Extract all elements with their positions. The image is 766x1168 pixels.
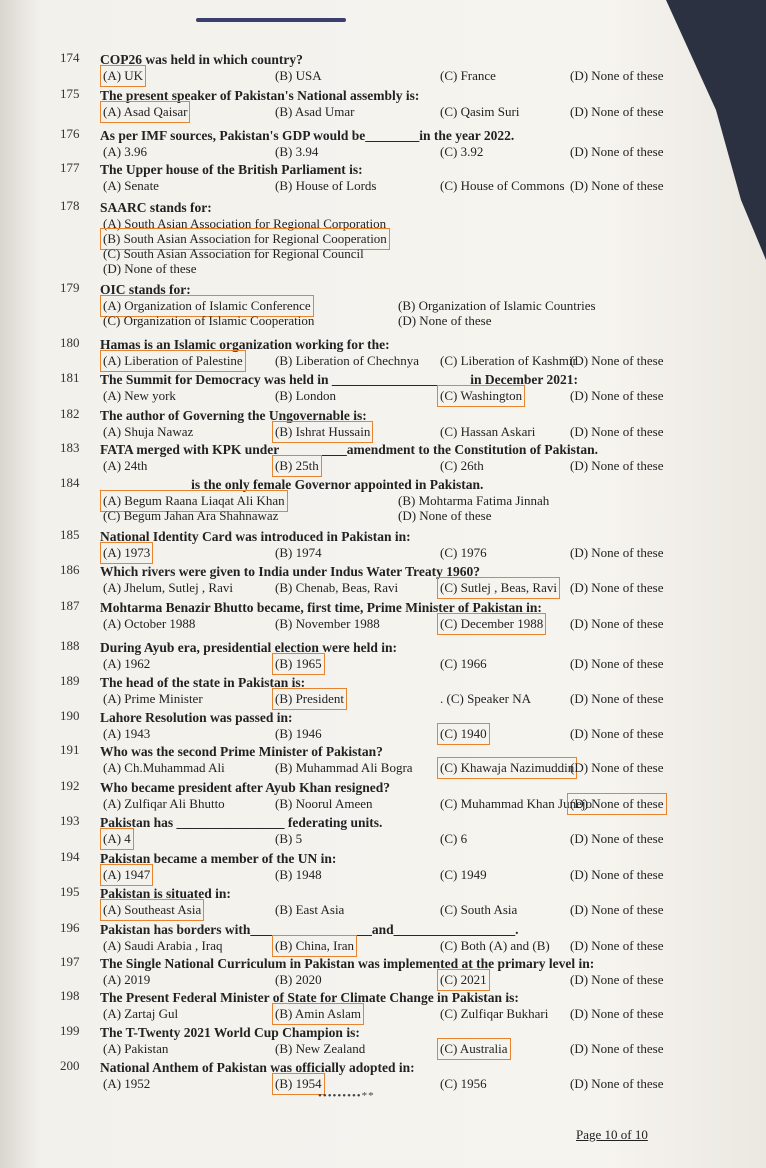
question-stem: Pakistan has borders with__________________and__________________. bbox=[100, 922, 519, 937]
question-stem: Lahore Resolution was passed in: bbox=[100, 710, 293, 725]
option-b-marked[interactable]: (B) Ishrat Hussain bbox=[275, 424, 371, 439]
option-b[interactable]: (B) Muhammad Ali Bogra bbox=[275, 760, 413, 775]
option-d[interactable]: (D) None of these bbox=[570, 616, 664, 631]
question-stem: The author of Governing the Ungovernable is: bbox=[100, 408, 367, 423]
question-stem: FATA merged with KPK under__________amendment to the Constitution of Pakistan. bbox=[100, 442, 598, 457]
option-a-marked[interactable]: (A) 4 bbox=[103, 831, 131, 846]
option-c[interactable]: (C) Both (A) and (B) bbox=[440, 938, 550, 953]
option-d[interactable]: (D) None of these bbox=[570, 178, 664, 193]
question-number: 174 bbox=[60, 50, 80, 65]
option-b[interactable]: (B) 1974 bbox=[275, 545, 322, 560]
option-c[interactable]: (C) 1976 bbox=[440, 545, 487, 560]
question-stem: Who became president after Ayub Khan resigned? bbox=[100, 780, 391, 795]
option-c[interactable]: (C) 26th bbox=[440, 458, 484, 473]
option-a[interactable]: (A) Saudi Arabia , Iraq bbox=[103, 938, 223, 953]
option-c-marked[interactable]: (C) 2021 bbox=[440, 972, 487, 987]
option-c-marked[interactable]: (C) December 1988 bbox=[440, 616, 544, 631]
option-b[interactable]: (B) Mohtarma Fatima Jinnah bbox=[398, 493, 550, 508]
question-stem: Mohtarma Benazir Bhutto became, first time, Prime Minister of Pakistan in: bbox=[100, 600, 542, 615]
option-c[interactable]: (C) 6 bbox=[440, 831, 468, 846]
question-stem: Pakistan became a member of the UN in: bbox=[100, 851, 337, 866]
question-number: 185 bbox=[60, 527, 80, 542]
question-stem: Hamas is an Islamic organization working for the: bbox=[100, 337, 390, 352]
question-number: 178 bbox=[60, 198, 80, 213]
option-d[interactable]: (D) None of these bbox=[570, 104, 664, 119]
option-d[interactable]: (D) None of these bbox=[570, 1041, 664, 1056]
option-a[interactable]: (A) Zulfiqar Ali Bhutto bbox=[103, 796, 225, 811]
question-number: 198 bbox=[60, 988, 80, 1003]
question-number: 199 bbox=[60, 1023, 80, 1038]
question-stem: _____________ is the only female Governor appointed in Pakistan. bbox=[100, 477, 484, 492]
option-c[interactable]: (C) France bbox=[440, 68, 496, 83]
question-number: 188 bbox=[60, 638, 80, 653]
option-a-marked[interactable]: (A) Begum Raana Liaqat Ali Khan bbox=[103, 493, 285, 508]
option-a-marked[interactable]: (A) Asad Qaisar bbox=[103, 104, 188, 119]
question-stem: The Summit for Democracy was held in ____________________ in December 2021: bbox=[100, 372, 578, 387]
dotted-mark: •••••••••** bbox=[318, 1090, 375, 1102]
option-a[interactable]: (A) Zartaj Gul bbox=[103, 1006, 179, 1021]
option-b-marked[interactable]: (B) Amin Aslam bbox=[275, 1006, 361, 1021]
option-c[interactable]: (C) Hassan Askari bbox=[440, 424, 536, 439]
question-number: 191 bbox=[60, 742, 80, 757]
option-a[interactable]: (A) New york bbox=[103, 388, 176, 403]
option-b[interactable]: (B) East Asia bbox=[275, 902, 345, 917]
option-a[interactable]: (A) Shuja Nawaz bbox=[103, 424, 194, 439]
option-a-marked[interactable]: (A) Liberation of Palestine bbox=[103, 353, 243, 368]
option-d[interactable]: (D) None of these bbox=[570, 353, 664, 368]
option-b-marked[interactable]: (B) 25th bbox=[275, 458, 319, 473]
question-number: 197 bbox=[60, 954, 80, 969]
option-c[interactable]: (C) South Asian Association for Regional Council bbox=[103, 246, 364, 261]
option-a[interactable]: (A) Prime Minister bbox=[103, 691, 203, 706]
page-number: Page 10 of 10 bbox=[576, 1127, 648, 1142]
option-b-marked[interactable]: (B) China, Iran bbox=[275, 938, 355, 953]
option-d[interactable]: (D) None of these bbox=[570, 388, 664, 403]
question-stem: Who was the second Prime Minister of Pakistan? bbox=[100, 744, 383, 759]
option-a[interactable]: (A) 24th bbox=[103, 458, 148, 473]
option-c[interactable]: (C) Zulfiqar Bukhari bbox=[440, 1006, 549, 1021]
question-stem: Pakistan is situated in: bbox=[100, 886, 231, 901]
option-d[interactable]: (D) None of these bbox=[570, 545, 664, 560]
option-a[interactable]: (A) Jhelum, Sutlej , Ravi bbox=[103, 580, 233, 595]
question-stem: The T-Twenty 2021 World Cup Champion is: bbox=[100, 1025, 360, 1040]
option-a[interactable]: (A) South Asian Association for Regional Corporation bbox=[103, 216, 387, 231]
question-stem: The Present Federal Minister of State for Climate Change in Pakistan is: bbox=[100, 990, 519, 1005]
option-b[interactable]: (B) 1948 bbox=[275, 867, 322, 882]
question-number: 195 bbox=[60, 884, 80, 899]
option-b[interactable]: (B) House of Lords bbox=[275, 178, 377, 193]
question-stem: As per IMF sources, Pakistan's GDP would be________in the year 2022. bbox=[100, 128, 515, 143]
question-number: 180 bbox=[60, 335, 80, 350]
option-a-marked[interactable]: (A) 1947 bbox=[103, 867, 151, 882]
question-stem: The Single National Curriculum in Pakistan was implemented at the primary level in: bbox=[100, 956, 595, 971]
option-a-marked[interactable]: (A) Southeast Asia bbox=[103, 902, 202, 917]
question-stem: OIC stands for: bbox=[100, 282, 191, 297]
option-c-marked[interactable]: (C) 1940 bbox=[440, 726, 487, 741]
option-d[interactable]: (D) None of these bbox=[570, 938, 664, 953]
option-d[interactable]: (D) None of these bbox=[103, 261, 197, 276]
question-stem: National Anthem of Pakistan was officially adopted in: bbox=[100, 1060, 415, 1075]
option-a[interactable]: (A) Pakistan bbox=[103, 1041, 169, 1056]
option-b-marked[interactable]: (B) 1965 bbox=[275, 656, 322, 671]
question-number: 184 bbox=[60, 475, 80, 490]
option-c[interactable]: (C) 1966 bbox=[440, 656, 487, 671]
question-stem: Pakistan has ________________ federating units. bbox=[100, 815, 383, 830]
question-number: 186 bbox=[60, 562, 80, 577]
option-a[interactable]: (A) 1943 bbox=[103, 726, 151, 741]
option-a[interactable]: (A) 3.96 bbox=[103, 144, 148, 159]
option-c[interactable]: (C) 3.92 bbox=[440, 144, 484, 159]
option-d[interactable]: (D) None of these bbox=[570, 144, 664, 159]
option-d[interactable]: (D) None of these bbox=[570, 424, 664, 439]
option-c[interactable]: (C) Organization of Islamic Cooperation bbox=[103, 313, 315, 328]
option-b[interactable]: (B) 5 bbox=[275, 831, 303, 846]
option-b[interactable]: (B) Chenab, Beas, Ravi bbox=[275, 580, 399, 595]
option-c[interactable]: (C) Muhammad Khan Junejo bbox=[440, 796, 593, 811]
option-b[interactable]: (B) Noorul Ameen bbox=[275, 796, 373, 811]
question-number: 193 bbox=[60, 813, 80, 828]
question-stem: The present speaker of Pakistan's National assembly is: bbox=[100, 88, 420, 103]
question-number: 182 bbox=[60, 406, 80, 421]
option-c[interactable]: (C) 1949 bbox=[440, 867, 487, 882]
question-stem: The head of the state in Pakistan is: bbox=[100, 675, 306, 690]
option-b-marked[interactable]: (B) 1954 bbox=[275, 1076, 322, 1091]
option-c[interactable]: (C) Begum Jahan Ara Shahnawaz bbox=[103, 508, 279, 523]
question-number: 194 bbox=[60, 849, 80, 864]
option-d[interactable]: (D) None of these bbox=[570, 691, 664, 706]
question-number: 179 bbox=[60, 280, 80, 295]
question-number: 200 bbox=[60, 1058, 80, 1073]
option-d[interactable]: (D) None of these bbox=[570, 580, 664, 595]
option-c-marked[interactable]: (C) Washington bbox=[440, 388, 523, 403]
option-b-marked[interactable]: (B) South Asian Association for Regional Cooperation bbox=[103, 231, 387, 246]
question-stem: National Identity Card was introduced in Pakistan in: bbox=[100, 529, 411, 544]
option-b[interactable]: (B) Liberation of Chechnya bbox=[275, 353, 420, 368]
question-number: 176 bbox=[60, 126, 80, 141]
option-c[interactable]: (C) Liberation of Kashmir bbox=[440, 353, 577, 368]
option-a[interactable]: (A) 1962 bbox=[103, 656, 151, 671]
option-c[interactable]: (C) House of Commons bbox=[440, 178, 565, 193]
option-b[interactable]: (B) 3.94 bbox=[275, 144, 319, 159]
option-b[interactable]: (B) USA bbox=[275, 68, 322, 83]
question-number: 187 bbox=[60, 598, 80, 613]
option-d[interactable]: (D) None of these bbox=[570, 760, 664, 775]
option-b[interactable]: (B) 1946 bbox=[275, 726, 322, 741]
question-stem: Which rivers were given to India under Indus Water Treaty 1960? bbox=[100, 564, 481, 579]
question-number: 192 bbox=[60, 778, 80, 793]
dark-corner-shadow bbox=[646, 0, 766, 260]
option-c-marked[interactable]: (C) Australia bbox=[440, 1041, 508, 1056]
question-stem: COP26 was held in which country? bbox=[100, 52, 303, 67]
option-d[interactable]: (D) None of these bbox=[570, 726, 664, 741]
option-d[interactable]: (D) None of these bbox=[570, 458, 664, 473]
option-d[interactable]: (D) None of these bbox=[570, 972, 664, 987]
question-number: 196 bbox=[60, 920, 80, 935]
option-c[interactable]: . (C) Speaker NA bbox=[440, 691, 531, 706]
question-number: 177 bbox=[60, 160, 80, 175]
option-a-marked[interactable]: (A) 1973 bbox=[103, 545, 151, 560]
option-d-marked[interactable]: (D) None of these bbox=[570, 796, 664, 811]
option-a[interactable]: (A) October 1988 bbox=[103, 616, 196, 631]
option-d[interactable]: (D) None of these bbox=[570, 656, 664, 671]
question-stem: During Ayub era, presidential election were held in: bbox=[100, 640, 397, 655]
option-d[interactable]: (D) None of these bbox=[570, 831, 664, 846]
option-a[interactable]: (A) 2019 bbox=[103, 972, 151, 987]
option-a-marked[interactable]: (A) Organization of Islamic Conference bbox=[103, 298, 311, 313]
option-b[interactable]: (B) Organization of Islamic Countries bbox=[398, 298, 596, 313]
option-d[interactable]: (D) None of these bbox=[570, 1006, 664, 1021]
option-b-marked[interactable]: (B) President bbox=[275, 691, 344, 706]
question-stem: The Upper house of the British Parliament is: bbox=[100, 162, 363, 177]
option-d[interactable]: (D) None of these bbox=[398, 313, 492, 328]
option-b[interactable]: (B) November 1988 bbox=[275, 616, 380, 631]
option-b[interactable]: (B) London bbox=[275, 388, 337, 403]
option-d[interactable]: (D) None of these bbox=[570, 902, 664, 917]
question-number: 181 bbox=[60, 370, 80, 385]
option-a-marked[interactable]: (A) UK bbox=[103, 68, 144, 83]
option-c-marked[interactable]: (C) Sutlej , Beas, Ravi bbox=[440, 580, 557, 595]
question-number: 189 bbox=[60, 673, 80, 688]
option-d[interactable]: (D) None of these bbox=[398, 508, 492, 523]
option-d[interactable]: (D) None of these bbox=[570, 68, 664, 83]
option-a[interactable]: (A) Senate bbox=[103, 178, 159, 193]
question-number: 175 bbox=[60, 86, 80, 101]
option-a[interactable]: (A) 1952 bbox=[103, 1076, 151, 1091]
option-c[interactable]: (C) Qasim Suri bbox=[440, 104, 520, 119]
option-b[interactable]: (B) 2020 bbox=[275, 972, 322, 987]
question-stem: SAARC stands for: bbox=[100, 200, 212, 215]
option-d[interactable]: (D) None of these bbox=[570, 867, 664, 882]
question-number: 190 bbox=[60, 708, 80, 723]
option-b[interactable]: (B) Asad Umar bbox=[275, 104, 355, 119]
option-c[interactable]: (C) South Asia bbox=[440, 902, 518, 917]
option-a[interactable]: (A) Ch.Muhammad Ali bbox=[103, 760, 225, 775]
option-b[interactable]: (B) New Zealand bbox=[275, 1041, 366, 1056]
question-number: 183 bbox=[60, 440, 80, 455]
option-c[interactable]: (C) 1956 bbox=[440, 1076, 487, 1091]
option-d[interactable]: (D) None of these bbox=[570, 1076, 664, 1091]
top-mark bbox=[196, 18, 346, 22]
option-c-marked[interactable]: (C) Khawaja Nazimuddin bbox=[440, 760, 575, 775]
